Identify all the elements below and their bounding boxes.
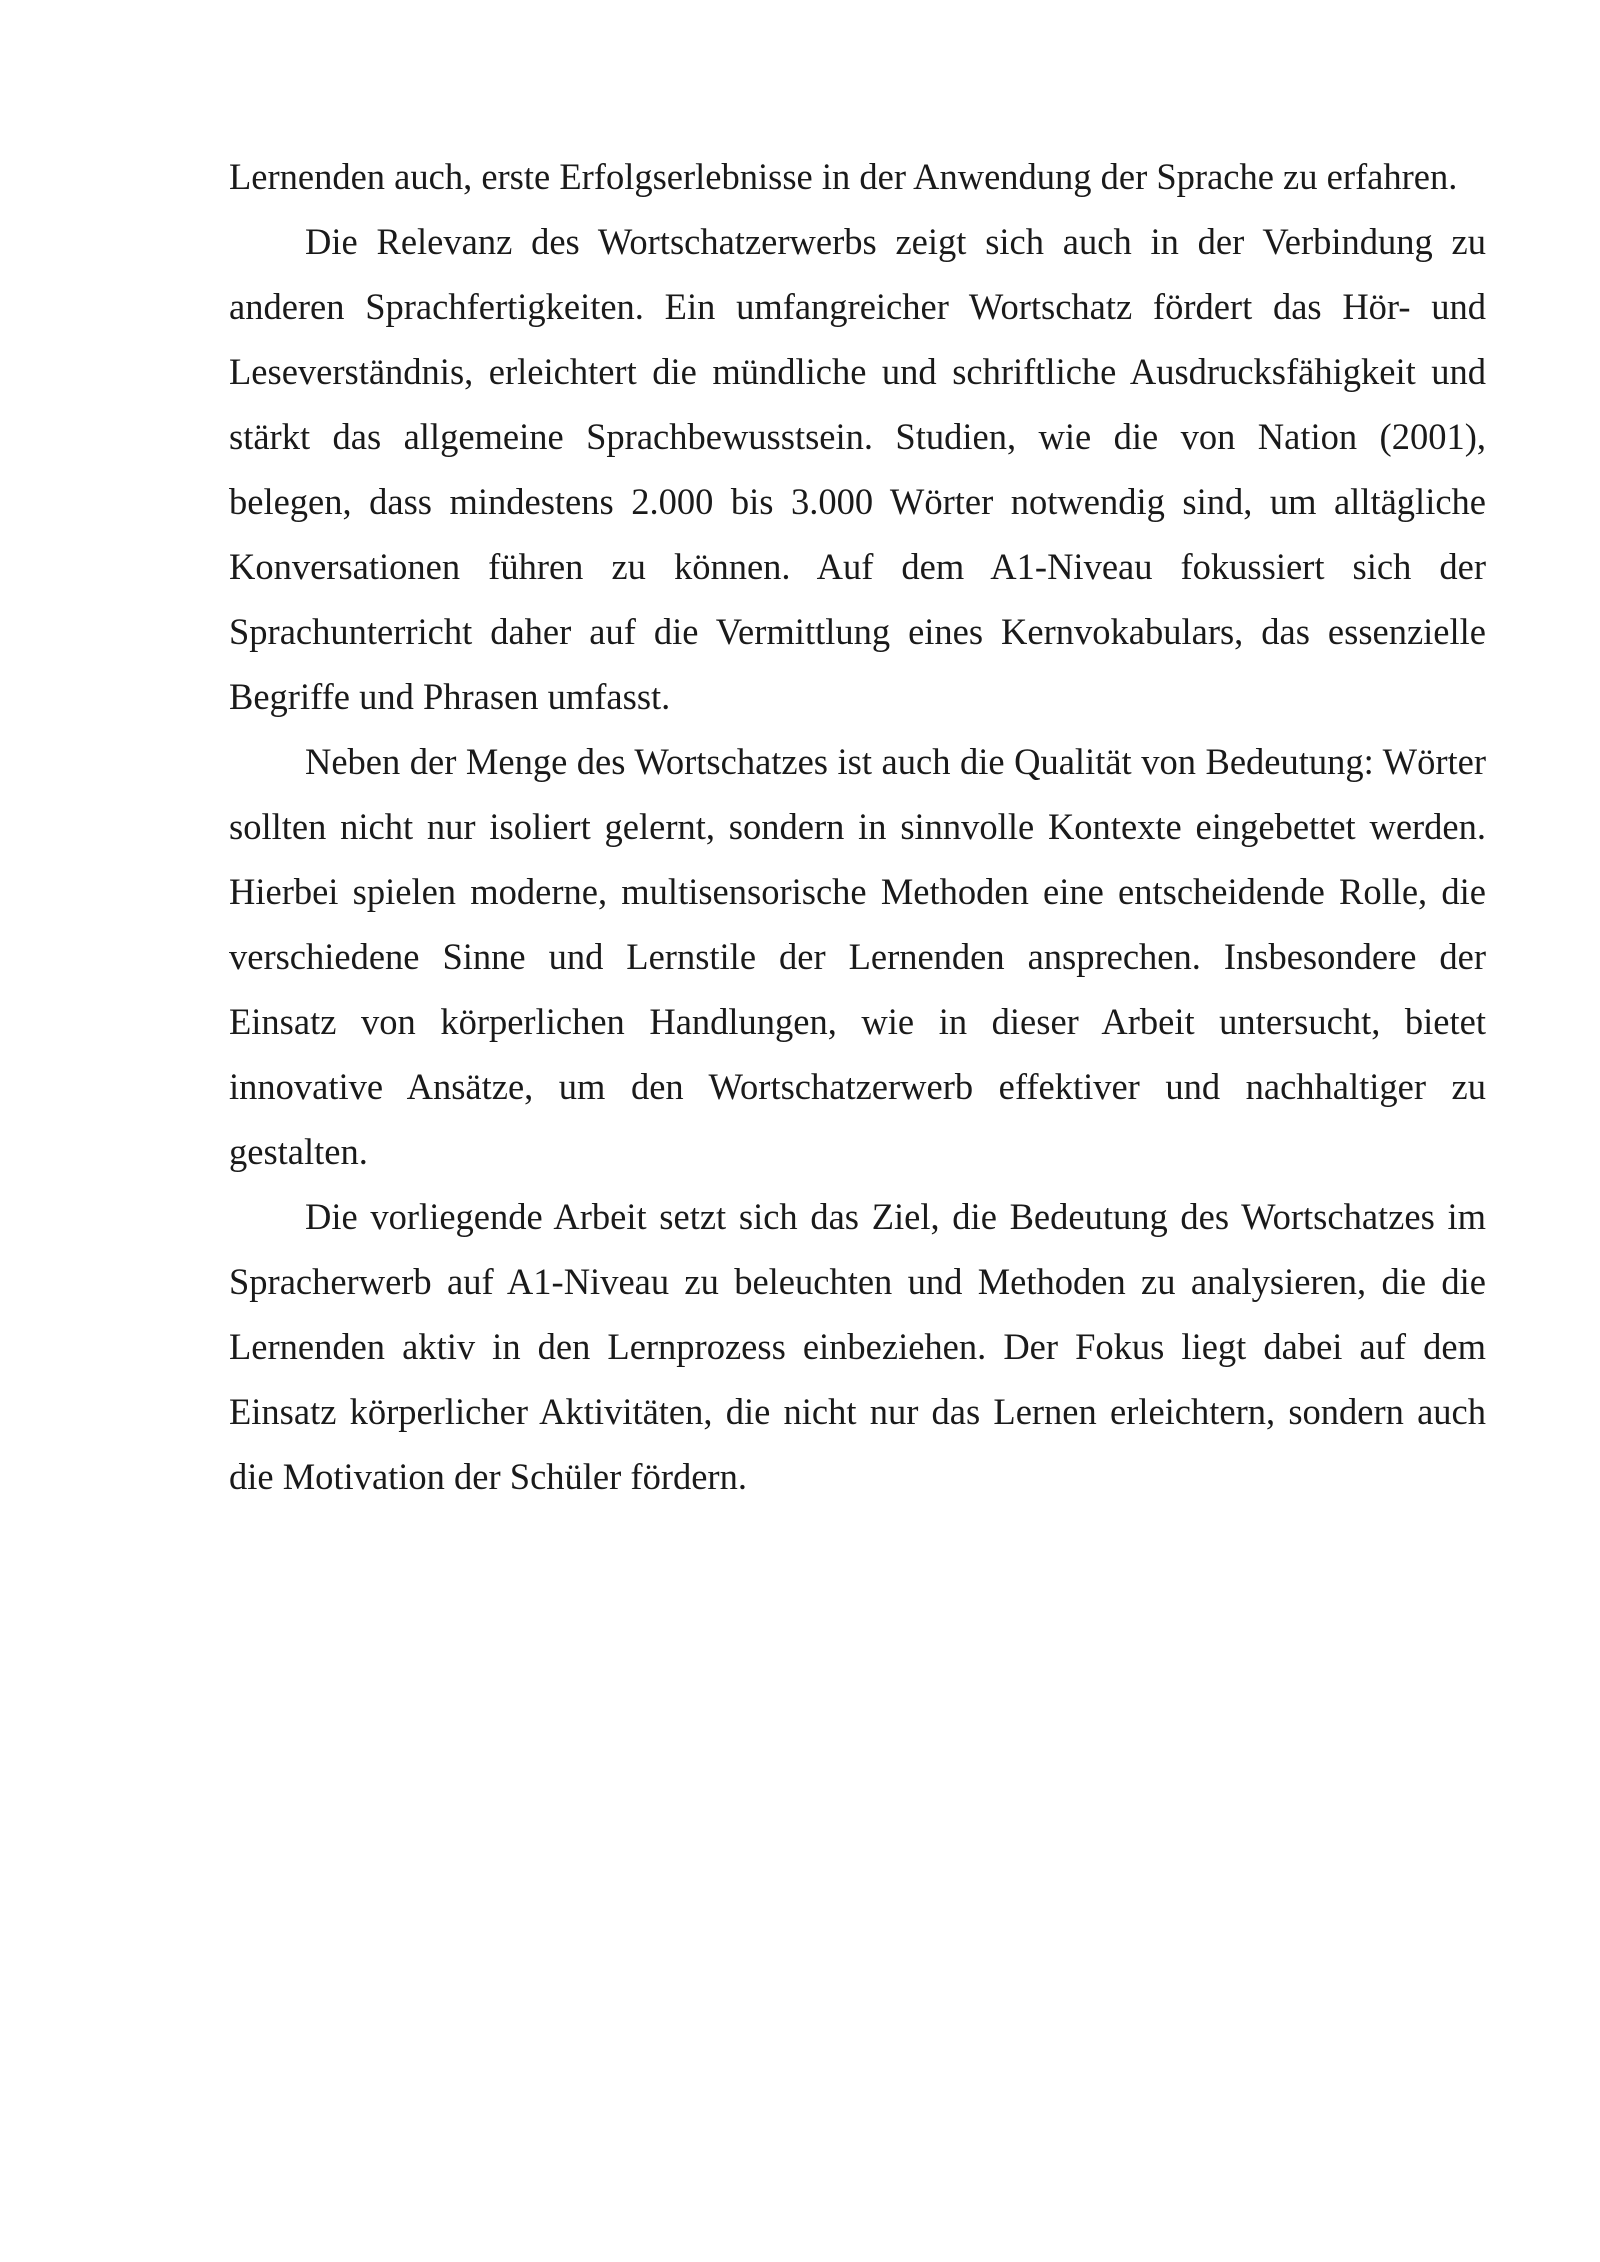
paragraph-thesis-aim: Die vorliegende Arbeit setzt sich das Ziel, die Bedeutung des Wortschatzes im Spracherwerb auf A1-Niveau zu beleuchten und Methoden zu analysieren, die die Lernenden aktiv in den Lernprozess einbeziehen. Der Fokus liegt dabei auf dem Einsatz körperlicher Aktivitäten, die nicht nur das Lernen erleichtern, sondern auch die Motivation der Schüler fördern. xyxy=(229,1196,1486,1497)
paragraph-vocabulary-relevance: Die Relevanz des Wortschatzerwerbs zeigt sich auch in der Verbindung zu anderen Sprachfertigkeiten. Ein umfangreicher Wortschatz fördert das Hör- und Leseverständnis, erleichtert die mündliche und schriftliche Ausdrucksfähigkeit und stärkt das allgemeine Sprachbewusstsein. Studien, wie die von Nation (2001), belegen, dass mindestens 2.000 bis 3.000 Wörter notwendig sind, um alltägliche Konversationen führen zu können. Auf dem A1-Niveau fokussiert sich der Sprachunterricht daher auf die Vermittlung eines Kernvokabulars, das essenzielle Begriffe und Phrasen umfasst. xyxy=(229,221,1486,717)
document-body xyxy=(229,144,1486,1509)
paragraph-continuation: Lernenden auch, erste Erfolgserlebnisse in der Anwendung der Sprache zu erfahren. xyxy=(229,156,1458,197)
paragraph-vocabulary-quality: Neben der Menge des Wortschatzes ist auch die Qualität von Bedeutung: Wörter sollten nicht nur isoliert gelernt, sondern in sinnvolle Kontexte eingebettet werden. Hierbei spielen moderne, multisensorische Methoden eine entscheidende Rolle, die verschiedene Sinne und Lernstile der Lernenden ansprechen. Insbesondere der Einsatz von körperlichen Handlungen, wie in dieser Arbeit untersucht, bietet innovative Ansätze, um den Wortschatzerwerb effektiver und nachhaltiger zu gestalten. xyxy=(229,741,1486,1172)
